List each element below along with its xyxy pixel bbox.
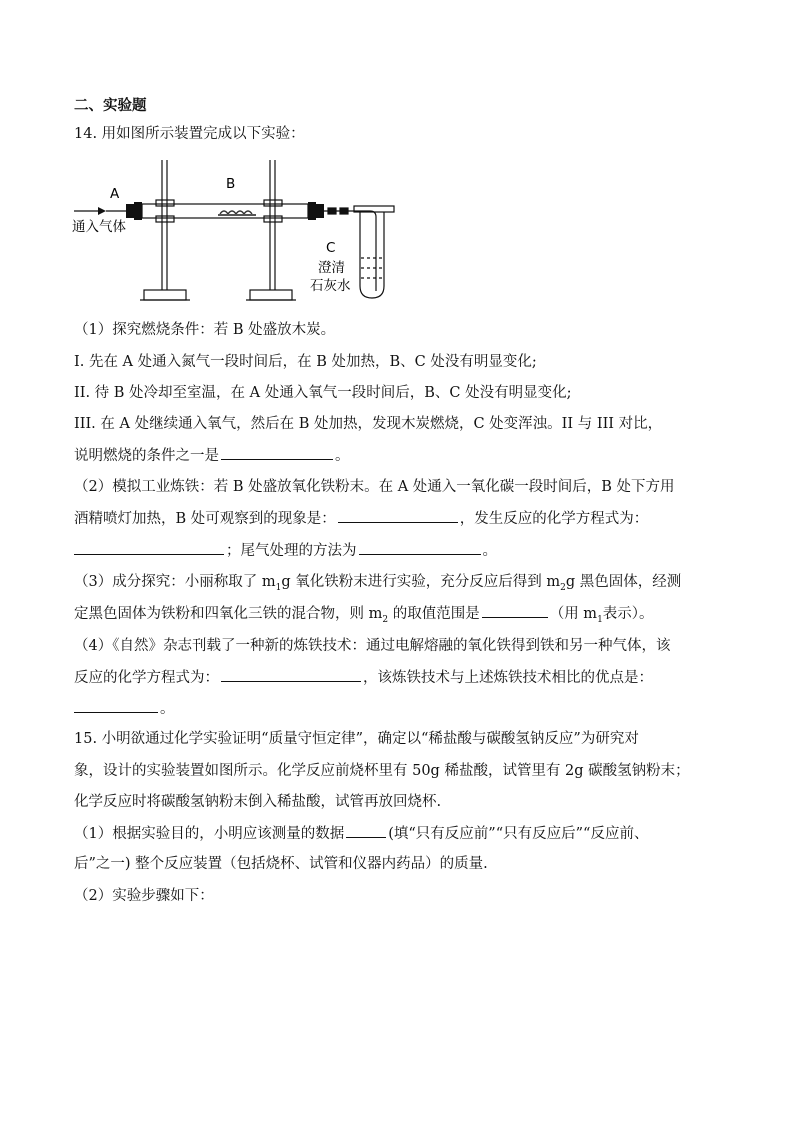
subscript: 2 xyxy=(382,614,389,625)
q14-part4-line1: （4）《自然》杂志刊载了一种新的炼铁技术：通过电解熔融的氧化铁得到铁和另一种气体，该 xyxy=(74,638,671,654)
punctuation: 。 xyxy=(482,543,497,559)
q15-line2: 象，设计的实验装置如图所示。化学反应前烧杯里有 50g 稀盐酸，试管里有 2g 碳酸氢钠粉末； xyxy=(74,763,690,779)
text: 表示）。 xyxy=(602,606,654,622)
subscript: 1 xyxy=(275,582,282,593)
q14-part1-conclusion-text: 说明燃烧的条件之一是 xyxy=(74,448,219,464)
q14-part2-line2 xyxy=(74,508,648,529)
q15-part1-line1 xyxy=(74,823,648,844)
q15-part2: （2）实验步骤如下： xyxy=(74,888,214,904)
punctuation: 。 xyxy=(335,448,350,464)
answer-blank[interactable] xyxy=(221,445,333,460)
text: （1）根据实验目的，小明应该测量的数据 xyxy=(74,826,345,842)
q15-part1-line2: 后”之一) 整个反应装置（包括烧杯、试管和仪器内药品）的质量. xyxy=(74,856,488,872)
text: g 黑色固体，经测 xyxy=(565,574,682,590)
text: （用 m xyxy=(549,606,598,622)
q14-part3-line1 xyxy=(74,572,681,598)
test-tube-c xyxy=(354,206,394,298)
q14-part4-line2 xyxy=(74,667,653,688)
label-b: B xyxy=(226,176,236,192)
text: 反应的化学方程式为： xyxy=(74,670,219,686)
punctuation: 。 xyxy=(160,701,175,717)
apparatus-diagram xyxy=(70,158,400,306)
text: ，该炼铁技术与上述炼铁技术相比的优点是： xyxy=(363,670,653,686)
q14-part2-line1: （2）模拟工业炼铁：若 B 处盛放氧化铁粉末。在 A 处通入一氧化碳一段时间后，B 处下方用 xyxy=(74,479,675,495)
text: (填“只有反应前”“只有反应后”“反应前、 xyxy=(388,826,649,842)
answer-blank[interactable] xyxy=(346,823,386,838)
q14-part4-line3 xyxy=(74,698,175,719)
subscript: 1 xyxy=(597,614,603,625)
label-limewater-1: 澄清 xyxy=(318,260,345,276)
section-title: 二、实验题 xyxy=(74,97,147,114)
q15-line1: 15. 小明欲通过化学实验证明“质量守恒定律”，确定以“稀盐酸与碳酸氢钠反应”为研究对 xyxy=(74,731,639,747)
q14-part3-line2 xyxy=(74,603,654,630)
text: 的取值范围是 xyxy=(388,606,480,622)
text: （3）成分探究：小丽称取了 m xyxy=(74,574,276,590)
q14-part1-step-i: I. 先在 A 处通入氮气一段时间后，在 B 处加热，B、C 处没有明显变化; xyxy=(74,354,537,370)
answer-blank[interactable] xyxy=(338,508,458,523)
q14-part1-conclusion xyxy=(74,445,350,466)
q14-part1-title: （1）探究燃烧条件：若 B 处盛放木炭。 xyxy=(74,322,336,338)
q14-part2-equation-text: ，发生反应的化学方程式为： xyxy=(459,511,649,527)
inlet-arrow xyxy=(74,207,106,215)
q14-part1-step-iii: III. 在 A 处继续通入氧气，然后在 B 处加热，发现木炭燃烧，C 处变浑浊。II 与 III 对比， xyxy=(74,416,663,432)
q14-part2-exhaust-text: ；尾气处理的方法为 xyxy=(226,543,357,559)
answer-blank[interactable] xyxy=(221,667,361,682)
q14-stem: 14. 用如图所示装置完成以下实验： xyxy=(74,126,305,142)
q15-line3: 化学反应时将碳酸氢钠粉末倒入稀盐酸，试管再放回烧杯. xyxy=(74,794,442,810)
subscript: 2 xyxy=(560,582,566,593)
q14-part2-line3 xyxy=(74,540,497,561)
answer-blank[interactable] xyxy=(359,540,481,555)
label-a: A xyxy=(110,186,120,202)
stand-right xyxy=(246,160,296,300)
label-c: C xyxy=(326,240,336,256)
q14-part2-phenomenon-text: 酒精喷灯加热，B 处可观察到的现象是： xyxy=(74,511,336,527)
text: 定黑色固体为铁粉和四氧化三铁的混合物，则 m xyxy=(74,606,383,622)
q14-part1-step-ii: II. 待 B 处冷却至室温，在 A 处通入氧气一段时间后，B、C 处没有明显变化; xyxy=(74,385,572,401)
text: g 氧化铁粉末进行实验，充分反应后得到 m xyxy=(281,574,561,590)
stand-left xyxy=(140,160,190,300)
label-limewater-2: 石灰水 xyxy=(310,278,351,294)
answer-blank[interactable] xyxy=(482,603,548,618)
label-gas-in: 通入气体 xyxy=(72,219,126,235)
answer-blank[interactable] xyxy=(74,540,224,555)
answer-blank[interactable] xyxy=(74,698,158,713)
reaction-tube xyxy=(106,202,324,220)
